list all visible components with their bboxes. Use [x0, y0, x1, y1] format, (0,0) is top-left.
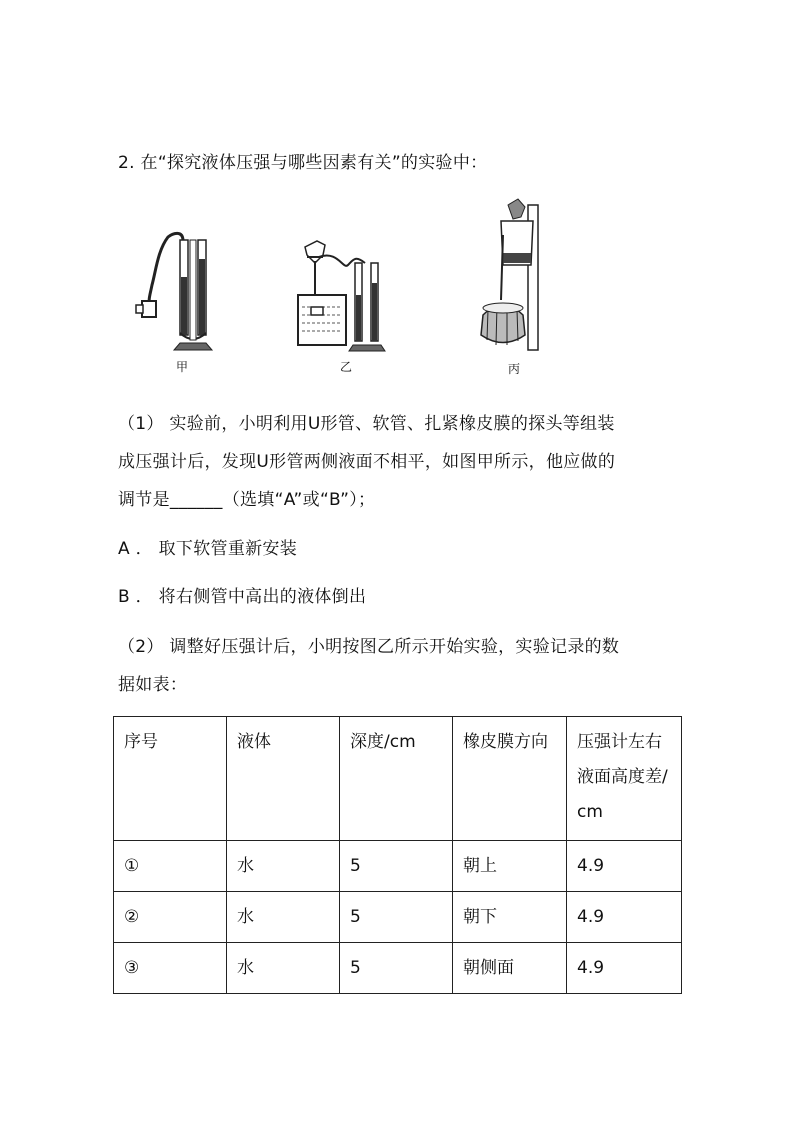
part1-line-3: 调节是______（选填“A”或“B”）；: [118, 490, 376, 510]
cell-index: ①: [114, 841, 227, 892]
cell-height-difference: 4.9: [567, 943, 682, 994]
data-table: [113, 716, 682, 994]
figure-yi-beaker-manometer: [293, 195, 403, 380]
option-b: B ． 将右侧管中高出的液体倒出: [118, 587, 367, 607]
cell-height-difference: 4.9: [567, 892, 682, 943]
question-title: 2. 在“探究液体压强与哪些因素有关”的实验中：: [118, 153, 488, 173]
option-a: A ． 取下软管重新安装: [118, 539, 298, 559]
part2-line-2: 据如表：: [118, 675, 188, 695]
figure-bing-barrel: [473, 195, 553, 380]
experiment-figures: [118, 195, 558, 380]
header-depth: 深度/cm: [340, 717, 453, 841]
cell-height-difference: 4.9: [567, 841, 682, 892]
cell-liquid: 水: [227, 841, 340, 892]
cell-depth: 5: [340, 892, 453, 943]
cell-direction: 朝上: [453, 841, 567, 892]
part1-line-1: （1） 实验前，小明利用U形管、软管、扎紧橡皮膜的探头等组装: [118, 414, 615, 434]
figure-caption-bing: 丙: [508, 362, 521, 376]
header-height-difference: 压强计左右液面高度差/cm: [567, 717, 682, 841]
cell-depth: 5: [340, 943, 453, 994]
cell-direction: 朝侧面: [453, 943, 567, 994]
table-row: [114, 943, 682, 994]
table-row: [114, 892, 682, 943]
header-liquid: 液体: [227, 717, 340, 841]
figure-jia-manometer: [128, 195, 228, 380]
cell-depth: 5: [340, 841, 453, 892]
table-header-row: [114, 717, 682, 841]
table-row: [114, 841, 682, 892]
header-index: 序号: [114, 717, 227, 841]
header-membrane-direction: 橡皮膜方向: [453, 717, 567, 841]
cell-direction: 朝下: [453, 892, 567, 943]
part2-line-1: （2） 调整好压强计后，小明按图乙所示开始实验，实验记录的数: [118, 637, 620, 657]
cell-index: ②: [114, 892, 227, 943]
figure-caption-jia: 甲: [176, 360, 189, 374]
cell-liquid: 水: [227, 892, 340, 943]
cell-liquid: 水: [227, 943, 340, 994]
part1-line-2: 成压强计后，发现U形管两侧液面不相平，如图甲所示，他应做的: [118, 452, 616, 472]
figure-caption-yi: 乙: [340, 360, 353, 374]
cell-index: ③: [114, 943, 227, 994]
